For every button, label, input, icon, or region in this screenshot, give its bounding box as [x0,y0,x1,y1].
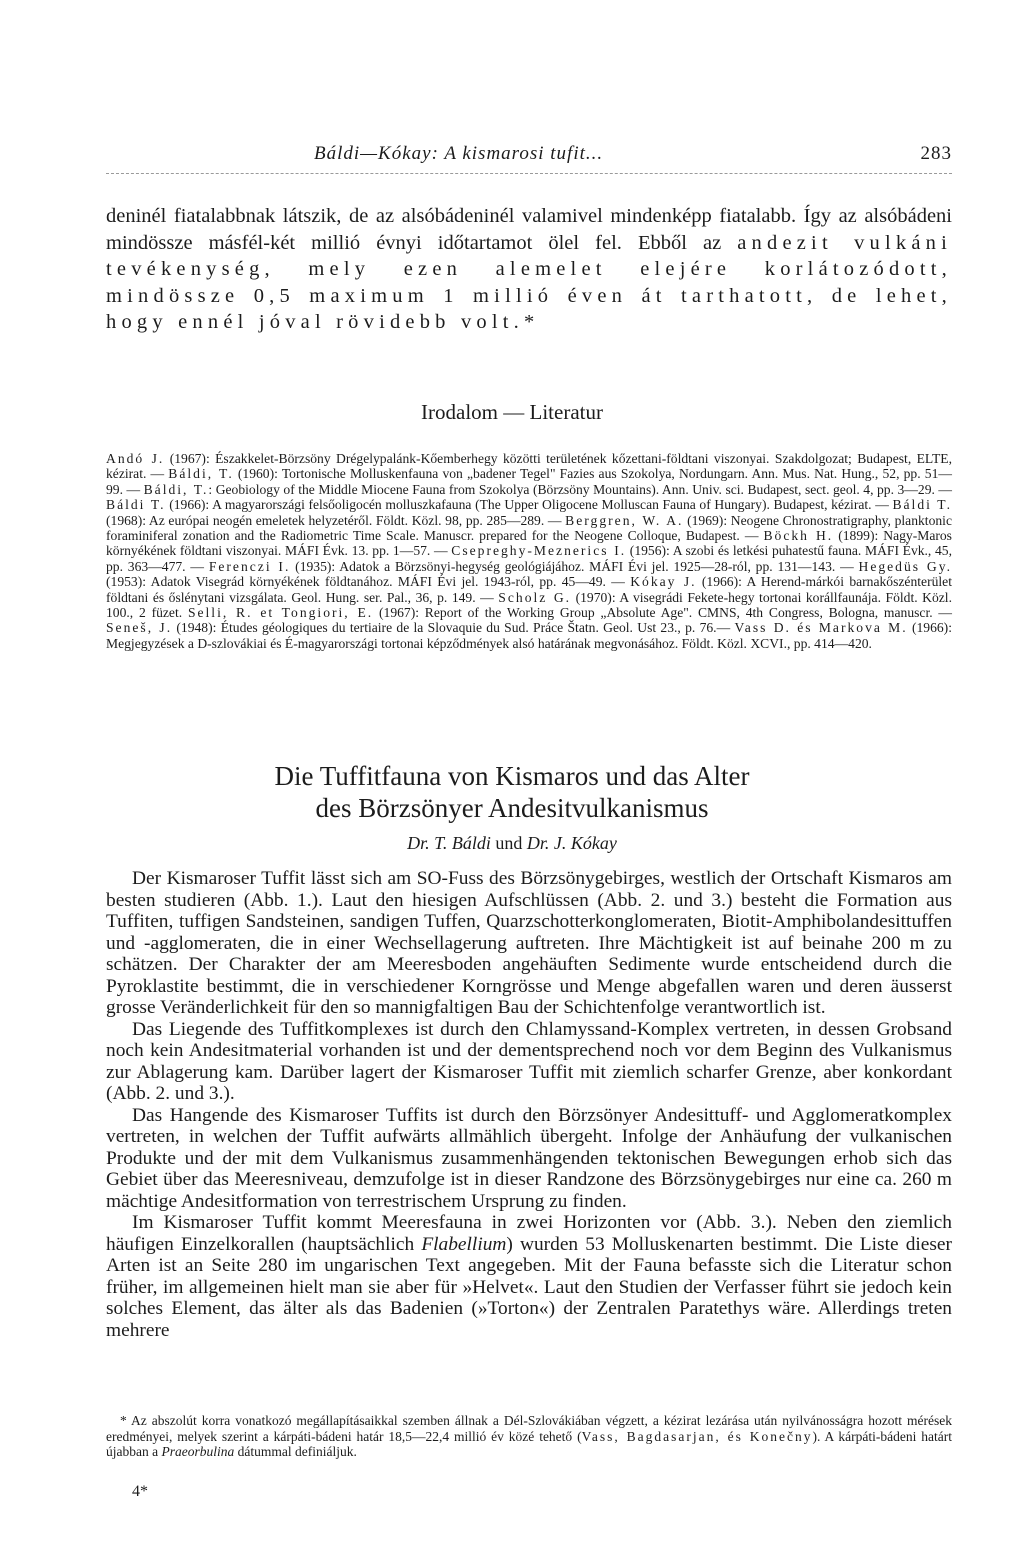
reference-text: (1966): A magyarországi felsőoligocén molluszkafauna (The Upper Oligocene Molluscan Fauna of Hungary). Budapest, kézirat. — [165,497,893,513]
footnote-text: * Az abszolút korra vonatkozó megállapításaikkal szemben állnak a Dél-Szlovákiában végzett, a kézirat lezárása után nyilvánosságra hozott mérések eredményei, melyek szerint a kárpáti-bádeni határ 18,5—22,4 millió év közé tehető ( [106,1413,952,1444]
reference-text: (1948): Études géologiques du tertiaire de la Slovaquie du Sud. Práce Štatn. Geol. Ust 23., p. 76.— [172,620,735,636]
reference-item [106,620,734,635]
author-line [0,833,1024,854]
footnote-text-2: ). A kárpáti-bádeni határt újabban a [106,1428,952,1460]
author-conjunction: und [495,833,523,853]
reference-item [188,605,952,620]
reference-item [144,482,952,497]
reference-text: (1966): Megjegyzések a D-szlovákiai és É-magyarországi tortonai képződmények alsó határának megvonásához. Földt. Közl. XCVI., pp. 414—420. [106,620,952,651]
hungarian-text: deninél fiatalabbnak látszik, de az alsóbádeninél valamivel mindenképp fiatalabb. Így az alsóbádeni mindössze másfél-két millió évnyi időtartamot ölel fel. Ebből az [106,205,952,254]
hungarian-paragraph [106,203,952,336]
footnote-mark: * [523,311,535,334]
spaced-emphasis-text: andezit vulkáni tevékenység, mely ezen alemelet elejére korlátozódott, mindössze 0,5 maximum 1 millió éven át tarthatott, de lehet, hogy ennél jóval rövidebb volt. [106,231,952,334]
reference-text: (1966): A Herend-márkói barnakőszénterület földtani és őslénytani vizsgálata. Geol. Hung. ser. Pal., 36, p. 149. — [106,574,952,605]
genus-name: Flabellium [421,1233,507,1255]
reference-text: : Geobiology of the Middle Miocene Fauna from Szokolya (Börzsöny Mountains). Ann. Univ. sci. Budapest, sect. geol. 4, pp. 3—29. — [208,481,952,497]
german-title-line-1: Die Tuffitfauna von Kismaros und das Alter [274,761,750,791]
german-paragraph-4 [106,1212,952,1341]
reference-author: Scholz G. [498,589,572,605]
german-paragraph-1: Der Kismaroser Tuffit lässt sich am SO-Fuss des Börzsönygebirges, westlich der Ortschaft Kismaros am besten studieren (Abb. 1.). Laut den hiesigen Aufschlüssen (Abb. 2. und 3.) besteht die Formation aus Tuffiten, tuffigen Sandsteinen, sandigen Tuffen, Quarzschotterkonglomeraten, Biotit-Amphibolandesittuffen und -agglomeraten, die in einer Wechsellagerung auftreten. Ihre Mächtigkeit ist auf beinahe 200 m zu schätzen. Der Charakter der am Meeresboden angehäuften Sedimente wurde entscheidend durch die Pyroklastite bestimmt, die in verschiedener Korngrösse und Menge abgefallen waren und deren äusserst grosse Veränderlichkeit für den so mannigfaltigen Bau der Schichtenfolge verantwortlich ist. [106,868,952,1018]
reference-author: Csepreghy-Meznerics I. [451,543,627,559]
page-number: 283 [920,143,952,164]
reference-author: Seneš, J. [106,620,173,636]
running-head-title: Báldi—Kókay: A kismarosi tufit... [314,143,604,164]
reference-author: Báldi, T. [168,466,234,482]
reference-text: (1960): Tortonische Molluskenfauna von „badener Tegel" Fazies aus Szokolya, Nordungarn. Ann. Mus. Nat. Hung., 52, pp. 51—99. — [106,466,952,497]
german-title-line-2: des Börzsönyer Andesitvulkanismus [315,793,709,823]
reference-text: (1953): Adatok Visegrád környékének földtanához. MÁFI Évi jel. 1943-ról, pp. 45—49. — [106,574,631,590]
reference-author: Kókay J. [630,574,697,590]
reference-author: Andó J. [106,451,165,466]
german-paragraph-3: Das Hangende des Kismaroser Tuffits ist durch den Börzsönyer Andesittuff- und Agglomeratkomplex vertreten, in welchen der Tuffit aufwärts allmählich übergeht. Infolge der Anhäufung der vulkanischen Produkte und der mit dem Vulkanismus zusammenhängenden tektonischen Bewegungen erhob sich das Gebiet über das Meeresniveau, demzufolge ist in dieser Randzone des Börzsönygebirges nur eine ca. 260 m mächtige Andesitformation von terrestrischem Ursprung zu finden. [106,1104,952,1212]
reference-author: Ferenczi I. [208,558,291,574]
reference-text: (1970): A visegrádi Fekete-hegy tortonai korállfaunája. Földt. Közl. 100., 2 füzet. [106,589,952,621]
german-paragraph-4-start: Im Kismaroser Tuffit kommt Meeresfauna in zwei Horizonten vor (Abb. 3.). Neben den ziemlich häufigen Einzelkorallen (hauptsächlich [106,1212,952,1255]
reference-text: (1899): Nagy-Maros környékének földtani viszonyai. MÁFI Évk. 13. pp. 1—57. — [106,528,952,559]
running-head [106,143,956,171]
footnote-text-3: dátummal definiáljuk. [234,1444,357,1460]
reference-author: Báldi, T. [143,481,209,497]
reference-item [106,497,892,512]
author-1: Dr. T. Báldi [407,833,491,853]
reference-author: Berggren, W. A. [565,512,684,528]
signature-mark: 4* [132,1483,148,1500]
german-paragraph-2: Das Liegende des Tuffitkomplexes ist durch den Chlamyssand-Komplex vertreten, in dessen Grobsand noch kein Andesitmaterial vorhanden ist und der dementsprechend noch vor dem Beginn des Vulkanismus zur Ablagerung kam. Darüber lagert der Kismaroser Tuffit mit ziemlich scharfer Grenze, aber konkordant (Abb. 2. und 3.). [106,1018,952,1104]
reference-author: Hegedüs Gy. [858,558,953,574]
reference-text: (1969): Neogene Chronostratigraphy, planktonic foraminiferal zonation and the Radiometric Time Scale. Manuscr. prepared for the Neogene Colloque, Budapest. — [106,512,952,544]
reference-author: Vass D. és Markova M. [734,620,908,636]
footnote-genus: Praeorbulina [161,1444,235,1460]
reference-text: (1968): Az európai neogén emeletek helyzetéről. Földt. Közl. 98, pp. 285—289. — [106,512,566,528]
reference-item [209,559,859,574]
reference-author: Selli, R. et Tongiori, E. [187,605,374,621]
reference-author: Báldi T. [106,497,166,513]
reference-list [106,451,952,651]
author-2: Dr. J. Kókay [526,833,617,853]
reference-author: Báldi T. [892,497,952,513]
german-paragraph-4-end: ) wurden 53 Molluskenarten bestimmt. Die Liste dieser Arten ist an Seite 280 im ungarischen Text angegeben. Mit der Fauna befasste sich die Literatur schon früher, im allgemeinen hielt man sie aber für »Helvet«. Laut den Studien der Verfasser führt sie jedoch kein solches Element, das älter als das Badenien (»Torton«) der Zentralen Paratethys wäre. Allerdings treten mehrere [106,1233,952,1341]
footnote [106,1413,952,1460]
reference-text: (1967): Report of the Working Group „Absolute Age". CMNS, 4th Congress, Bologna, manuscr. — [373,605,953,621]
reference-text: (1956): A szobi és letkési puhatestű fauna. MÁFI Évk., 45, pp. 363—477. — [106,543,952,574]
reference-author: Böckh H. [763,528,834,544]
reference-text: (1967): Északkelet-Börzsöny Drégelypalánk-Kőemberhegy közötti területének kőzettani-földtani viszonyai. Szakdolgozat; Budapest, ELTE, kézirat. — [106,451,952,482]
german-body [106,868,952,1341]
reference-text: (1935): Adatok a Börzsönyi-hegység geológiájához. MÁFI Évi jel. 1925—28-ról, pp. 131—143. — [290,558,859,574]
literature-heading: Irodalom — Literatur [421,400,603,424]
header-rule [106,173,952,174]
german-article-title [0,760,1024,824]
footnote-names: Vass, Bagdasarjan, és Konečny [581,1428,813,1444]
